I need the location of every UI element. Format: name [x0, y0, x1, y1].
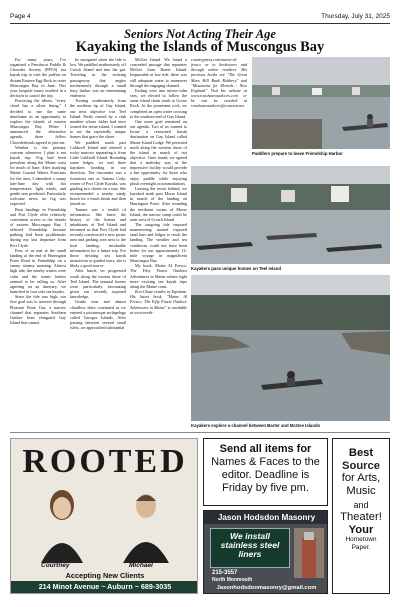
- name-courtney: Courtney: [41, 562, 70, 569]
- page-number: Page 4: [10, 13, 31, 20]
- masonry-title: Jason Hodsdon Masonry: [204, 511, 328, 524]
- author-bio-continued: [191, 57, 247, 127]
- masonry-phone: 215-3557: [212, 570, 238, 576]
- paragraph: Since the tide was high, our first goal was to traverse through Pleasant Point Gut, a narrow channel that separates Southern Gushee from elongated Gay Island that cannot: [10, 294, 66, 325]
- paragraph: countrypress.com/maine-al-fresco or in bookstores and through online retailers. His previous books are "The Great Mars Hill Bank Robbery" and "Mountains for Mortals - New England." Visit his website at www.ronchaseoutdoors.com or he can be reached at ronchaseoutdoors@comcast.net: [191, 57, 247, 109]
- paragraph: Weather is the primary concern whenever I plan a sea kayak trip. Fog had been prevalent along the Maine coast for much of June. After studying Maine Coastal Waters Forecasts for the area, I identified a sunny late-June day with hot temperatures, light winds, and gentle seas predicted. Particularly welcome news, no fog was expected.: [10, 144, 66, 207]
- masonry-service-box: [210, 528, 290, 568]
- paragraph: One more goal remained on our agenda. Two of us wanted to locate a renowned kayak destination on Gay Island called Maine Island Lodge. We persisted north along the western shore of the island in search of our objective. Once found, we agreed that a multiday stay at the impressive facility would provide a fun opportunity for those who enjoy paddle while enjoying plush overnight accommodations.: [130, 118, 187, 186]
- paragraph: Tamara was a wealth of information. She knew the history of the homes and inhabitants of Teel Island and informed us that Port Clyde had recently constructed a new picnic area and parking area next to the boat landing; invaluable information for a future trip. For those desiring sea kayak instruction or guided tours, she is likely a good source.: [70, 206, 126, 269]
- photo-barter-mcgee-channel: [191, 275, 390, 421]
- send-line-2: Names & Faces to the: [211, 456, 320, 468]
- paragraph: Gentle seas and almost cloudless skies continued as we entered a picturesque archipelago called Georges Islands. After passing between several small islets, we approached substantial: [70, 299, 126, 331]
- author-bio: Ron Chase resides in Topsham. His latest book, "Maine Al Fresco: The Fifty Finest Outdoor Adventures in Maine" is available at www.north-: [130, 289, 187, 315]
- paragraph: For many years, I've organized a Penobscot Paddle & Chowder Society (PPCS) sea kayak trip to visit the puffins on distant Eastern Egg Rock in outer Muscongus Bay in June. This year, hospital issues resulted in a decision to cancel the trip.: [10, 57, 66, 99]
- photo-caption: Paddlers prepare to leave Friendship Harbor: [252, 151, 343, 156]
- name-michael: Michael: [129, 562, 153, 569]
- article-column-1: [10, 57, 66, 425]
- paragraph: Leaving the resort behind, we kayaked north past Morse Island in search of the landing on Harrington Point. After rounding the northeast corner of Morse Island, the narrow ramp could be seen west of Crotch Island.: [130, 185, 187, 222]
- paragraph: After lunch, we progressed south along the eastern shore of Teel Island. The unusual homes were particularly fascinating given our recently acquired knowledge.: [70, 268, 126, 300]
- best-line-5: and: [353, 500, 369, 510]
- paragraph: Boat landings in Friendship and Port Clyde offer relatively convenient access to the islands of eastern Muscongus Bay. I selected Friendship because parking had been problematic during my last departure from Port Clyde.: [10, 206, 66, 248]
- send-line-1: Send all items for: [219, 443, 312, 455]
- page-header: [10, 10, 390, 24]
- header-rule: [10, 23, 390, 24]
- best-line-9: Paper.: [351, 544, 371, 551]
- best-line-4: Music: [346, 484, 376, 497]
- portrait-courtney: [35, 483, 89, 563]
- paragraph: be navigated when the tide is low. We paddled northeasterly off Crotch Island and into the gut. Traveling in the twisting passageway that angles northeasterly through a small busy harbor was an entertaining endeavor.: [70, 57, 126, 99]
- issue-date: Thursday, July 31, 2025: [321, 13, 390, 20]
- paragraph: The outgoing tide required maneuvering around exposed sand bars and ledges to reach the landing. The weather and sea conditions could not have been better for our approximately 12-mile voyage in magnificent Muscongus Bay.: [130, 222, 187, 264]
- paragraph: My book, Maine AI Fresco: The Fifty Finest Outdoor Adventures in Maine relates eight more exciting sea kayak trips along the Maine coast.: [130, 263, 187, 289]
- article-column-2: [70, 57, 126, 425]
- photo-teel-island-homes: [191, 166, 390, 264]
- best-line-3: for Arts,: [341, 472, 381, 484]
- best-line-1: Best: [348, 447, 374, 459]
- service-line-2: stainless steel: [220, 540, 280, 551]
- chimney-photo: [294, 528, 324, 578]
- paragraph: Exiting west into mirror-calm seas, we elected to follow the same island chain south to Goose Rock. At the prominent rock, we completed an open water crossing to the southern end of Gay Island.: [130, 87, 187, 119]
- service-line-1: We install: [230, 531, 270, 541]
- send-line-3: editor. Deadline is: [221, 469, 310, 481]
- article-column-3: [130, 57, 187, 425]
- ad-rooted: [10, 438, 198, 594]
- article-headline: Kayaking the Islands of Muscongus Bay: [75, 39, 325, 55]
- photo-friendship-harbor: [252, 57, 390, 149]
- portrait-michael: [119, 483, 173, 563]
- best-line-6: Theater!: [340, 511, 382, 523]
- send-line-4: Friday by five pm.: [222, 482, 309, 494]
- service-line-3: liners: [238, 549, 262, 560]
- paragraph: Practicing the idiom, "every cloud has a silver lining," I decided to use the same timeframe as an opportunity to explore the islands of eastern Muscongus Bay. When I announced the alternative agenda, three fellow Chowderheads agreed to join me.: [10, 98, 66, 145]
- rooted-tagline: Accepting New Clients: [65, 571, 145, 580]
- ad-send-items: [203, 438, 328, 506]
- paragraph: McGee Island. We found a concealed passage that separates McGee from Barter Island. Impassable at low tide, there was still adequate water to maneuver through the engaging channel.: [130, 57, 187, 88]
- ad-section-rule: [10, 432, 390, 433]
- best-line-8: Hometown: [345, 536, 377, 543]
- rooted-address-bar: 214 Minot Avenue ~ Auburn ~ 689-3035: [11, 581, 198, 593]
- paragraph: Turning southeasterly from the northern tip of Gay Island, our next objective was Teel Island. Partly owned by a club member whose father had once owned the entire island, I wanted to see the reportedly unique homes that grace the shore.: [70, 98, 126, 140]
- best-line-7: Your: [348, 523, 374, 536]
- photo-caption: Kayakers pass unique homes on Teel Island: [191, 266, 281, 271]
- article-kicker: Seniors Not Acting Their Age: [124, 27, 276, 41]
- paragraph: Four of us met at the small landing at the end of Harrington Point Road in Friendship on a sunny, steamy morning. Almost high tide, the nearby waters were calm and the scenic harbor seemed to be calling us. After agreeing on an itinerary, we launched in four solo sea kayaks.: [10, 247, 66, 295]
- masonry-email: Jasonhodsdonmasonry@gmail.com: [216, 585, 317, 591]
- rooted-logo: ROOTED: [22, 443, 188, 480]
- ad-best-source: [332, 438, 390, 594]
- best-line-2: Source: [342, 459, 380, 472]
- photo-caption: Kayakers explore a channel between Barter and McGee Islands: [191, 423, 320, 428]
- paragraph: We paddled south past Caldwell Island and entered a rocky narrows separating it from Little Caldwell Island. Rounding some ledges, we met three kayakers heading in our direction. The encounter was a fortuitous one as Tamara Cody, owner of Port Clyde Kayaks, was guiding two clients on a tour. She recommended a nearby sandy beach for a lunch break and then joined us.: [70, 139, 126, 207]
- ad-jason-hodsdon-masonry: [203, 510, 328, 594]
- masonry-location: North Monmouth: [212, 577, 253, 583]
